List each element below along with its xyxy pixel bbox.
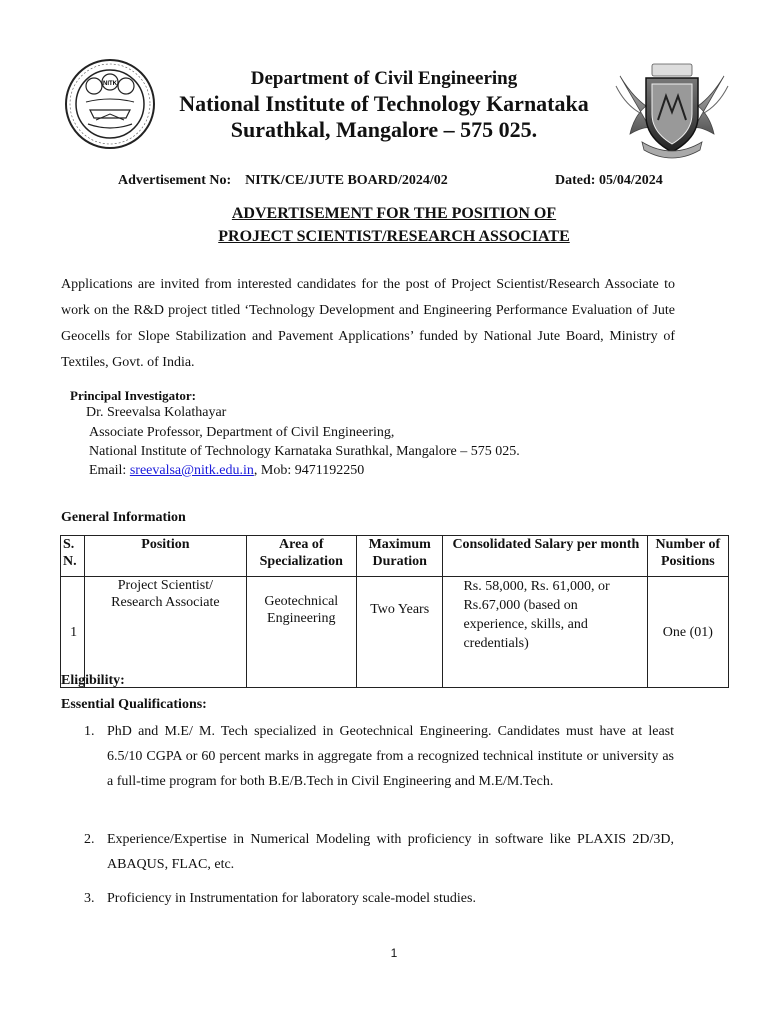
pi-name: Dr. Sreevalsa Kolathayar: [86, 405, 227, 420]
advertisement-date: [555, 173, 663, 189]
list-item-number: 1.: [84, 724, 95, 739]
pi-email-link[interactable]: sreevalsa@nitk.edu.in: [129, 463, 254, 478]
advertisement-date-value: 05/04/2024: [598, 173, 663, 188]
table-row: [61, 577, 729, 688]
department-heading: Department of Civil Engineering: [250, 68, 518, 89]
header-area: Area of Specialization: [246, 536, 356, 577]
header-number: Number of Positions: [647, 536, 728, 577]
cell-salary: Rs. 58,000, Rs. 61,000, or Rs.67,000 (based on experience, skills, and credentials): [443, 577, 647, 688]
list-item-number: 3.: [84, 891, 95, 906]
header-position: Position: [85, 536, 246, 577]
table-header-row: [61, 536, 729, 577]
essential-qualifications-heading: Essential Qualifications:: [61, 697, 207, 712]
advertisement-title-line2: PROJECT SCIENTIST/RESEARCH ASSOCIATE: [218, 228, 570, 245]
winged-shield-crest-logo: [612, 56, 732, 164]
page-number: 1: [390, 946, 398, 960]
cell-number: One (01): [647, 577, 728, 688]
cell-duration: Two Years: [356, 577, 442, 688]
intro-paragraph: [61, 272, 675, 376]
general-information-heading: General Information: [61, 510, 186, 525]
pi-contact: [89, 463, 364, 479]
advertisement-number-label: Advertisement No:: [118, 173, 232, 188]
list-item-text: Proficiency in Instrumentation for laboratory scale-model studies.: [107, 891, 476, 906]
list-item-text: PhD and M.E/ M. Tech specialized in Geotechnical Engineering. Candidates must have at least 6.5/10 CGPA or 60 percent marks in aggregate from a recognized technical institute or university as a full-time program for both B.E/B.Tech in Civil Engineering and M.E/M.Tech.: [107, 724, 674, 789]
pi-mob: 9471192250: [294, 463, 365, 478]
cell-position: Project Scientist/ Research Associate: [85, 577, 246, 688]
cell-sn: 1: [61, 577, 85, 688]
list-item-text: Experience/Expertise in Numerical Modeling with proficiency in software like PLAXIS 2D/3D, ABAQUS, FLAC, etc.: [107, 832, 674, 872]
header-duration: Maximum Duration: [356, 536, 442, 577]
pi-label: Principal Investigator:: [70, 388, 197, 403]
intro-part2: funded by National Jute Board, Ministry of Textiles, Govt. of India.: [61, 329, 675, 370]
institute-heading: National Institute of Technology Karnataka: [179, 91, 589, 116]
project-title: ‘Technology Development and Engineering Performance Evaluation of Jute Geocells for Slope Stabilization and Pavement Applications’: [61, 303, 675, 344]
advertisement-number-value: NITK/CE/JUTE BOARD/2024/02: [245, 173, 448, 188]
nitk-logo-text: NITK: [103, 81, 117, 87]
list-item: [84, 886, 674, 911]
address-heading: Surathkal, Mangalore – 575 025.: [230, 117, 538, 142]
header-salary: Consolidated Salary per month: [443, 536, 647, 577]
advertisement-date-label: Dated:: [555, 173, 596, 188]
pi-mob-label: , Mob:: [253, 463, 295, 478]
pi-institute: National Institute of Technology Karnataka Surathkal, Mangalore – 575 025.: [89, 444, 520, 459]
list-item: [84, 719, 674, 794]
eligibility-heading: Eligibility:: [61, 673, 125, 688]
pi-email-label: Email:: [89, 463, 130, 478]
pi-designation: Associate Professor, Department of Civil Engineering,: [89, 425, 395, 440]
advertisement-title-line1: ADVERTISEMENT FOR THE POSITION OF: [231, 205, 557, 222]
header-sn: S. N.: [61, 536, 85, 577]
intro-part1: Applications are invited from interested candidates for the post of Project Scientist/Research Associate to work on the R&D project titled: [61, 277, 675, 318]
cell-area: Geotechnical Engineering: [246, 577, 356, 688]
list-item: [84, 827, 674, 877]
general-information-table: [60, 535, 729, 688]
list-item-number: 2.: [84, 832, 95, 847]
advertisement-number: [118, 173, 448, 189]
